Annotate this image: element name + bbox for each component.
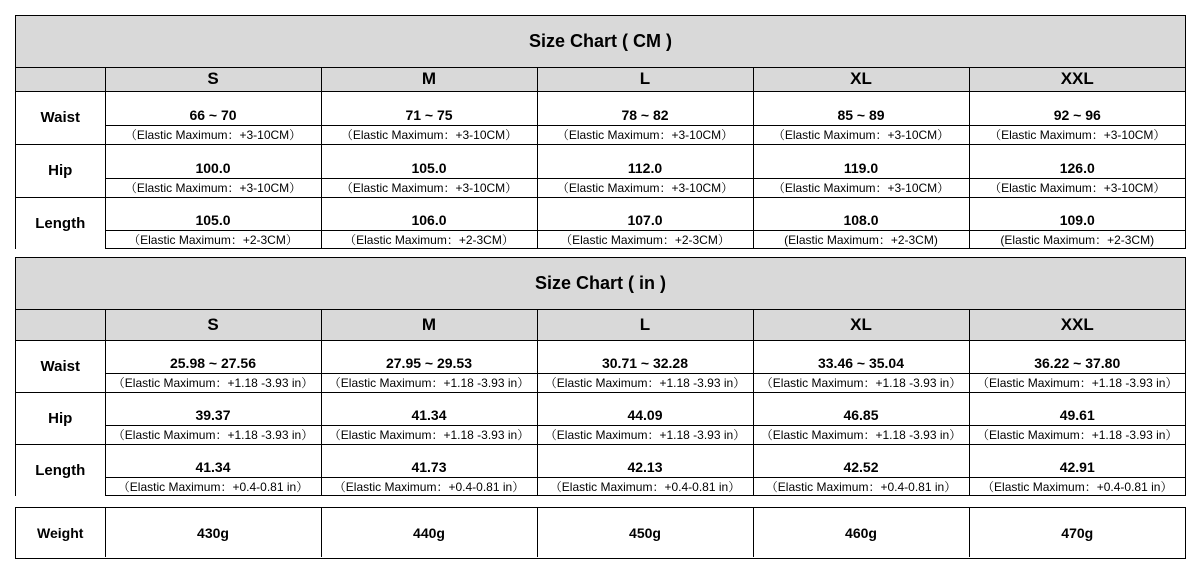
weight-chart — [15, 507, 1186, 559]
measurement-value: 41.34 — [411, 406, 447, 423]
measurement-value: 108.0 — [843, 212, 879, 228]
measurement-value: 106.0 — [411, 212, 447, 228]
measurement-value: 25.98 ~ 27.56 — [169, 354, 257, 371]
table-cell — [321, 91, 537, 144]
size-l-header: L — [537, 310, 753, 340]
measurement-value: 42.52 — [843, 459, 879, 475]
measurement-value: 39.37 — [195, 406, 231, 423]
elastic-note: （Elastic Maximum：+3-10CM） — [754, 125, 969, 144]
hip-label: Hip — [16, 144, 105, 197]
table-cell — [537, 340, 753, 392]
weight-value: 470g — [969, 508, 1185, 557]
measurement-value: 42.91 — [1059, 459, 1095, 475]
weight-label: Weight — [16, 508, 105, 557]
elastic-note: （Elastic Maximum：+1.18 -3.93 in） — [754, 425, 969, 444]
table-cell — [969, 340, 1185, 392]
elastic-note: （Elastic Maximum：+1.18 -3.93 in） — [538, 425, 753, 444]
elastic-note: （Elastic Maximum：+0.4-0.81 in） — [322, 477, 537, 496]
length-row — [16, 444, 1185, 496]
size-xl-header: XL — [753, 310, 969, 340]
table-cell — [321, 197, 537, 249]
table-cell — [321, 444, 537, 496]
size-table-cm — [16, 68, 1185, 249]
size-l-header: L — [537, 68, 753, 91]
measurement-value: 78 ~ 82 — [621, 106, 669, 123]
waist-label: Waist — [16, 340, 105, 392]
size-header-row — [16, 68, 1185, 91]
measurement-value: 92 ~ 96 — [1053, 106, 1101, 123]
table-cell — [321, 340, 537, 392]
elastic-note: （Elastic Maximum：+3-10CM） — [970, 178, 1186, 197]
table-cell — [969, 91, 1185, 144]
size-header-row — [16, 310, 1185, 340]
elastic-note: （Elastic Maximum：+3-10CM） — [970, 125, 1186, 144]
elastic-note: （Elastic Maximum：+2-3CM） — [538, 230, 753, 249]
measurement-value: 105.0 — [195, 212, 231, 228]
elastic-note: （Elastic Maximum：+3-10CM） — [322, 125, 537, 144]
table-cell — [753, 91, 969, 144]
elastic-note: （Elastic Maximum：+1.18 -3.93 in） — [322, 425, 537, 444]
elastic-note: （Elastic Maximum：+3-10CM） — [106, 125, 321, 144]
weight-value: 460g — [753, 508, 969, 557]
measurement-value: 27.95 ~ 29.53 — [385, 354, 473, 371]
table-cell — [321, 144, 537, 197]
size-table-inch — [16, 310, 1185, 496]
elastic-note: （Elastic Maximum：+1.18 -3.93 in） — [970, 425, 1186, 444]
elastic-note: （Elastic Maximum：+1.18 -3.93 in） — [754, 373, 969, 392]
measurement-value: 42.13 — [627, 459, 663, 475]
measurement-value: 105.0 — [411, 159, 447, 176]
waist-row — [16, 91, 1185, 144]
measurement-value: 109.0 — [1059, 212, 1095, 228]
size-xl-header: XL — [753, 68, 969, 91]
size-m-header: M — [321, 310, 537, 340]
table-cell — [105, 91, 321, 144]
length-label: Length — [16, 197, 105, 249]
table-cell — [537, 444, 753, 496]
table-cell — [105, 197, 321, 249]
table-cell — [753, 144, 969, 197]
table-cell — [105, 444, 321, 496]
size-chart-inch — [15, 257, 1186, 496]
elastic-note: （Elastic Maximum：+0.4-0.81 in） — [538, 477, 753, 496]
table-cell — [969, 392, 1185, 444]
table-cell — [753, 197, 969, 249]
size-s-header: S — [105, 68, 321, 91]
elastic-note: (Elastic Maximum：+2-3CM) — [970, 230, 1186, 249]
size-chart-cm — [15, 15, 1186, 249]
length-label: Length — [16, 444, 105, 496]
measurement-value: 85 ~ 89 — [837, 106, 885, 123]
measurement-value: 33.46 ~ 35.04 — [817, 354, 905, 371]
size-m-header: M — [321, 68, 537, 91]
elastic-note: （Elastic Maximum：+3-10CM） — [754, 178, 969, 197]
size-chart-inch-title: Size Chart ( in ) — [16, 258, 1185, 310]
measurement-value: 41.73 — [411, 459, 447, 475]
elastic-note: （Elastic Maximum：+3-10CM） — [538, 178, 753, 197]
measurement-value: 112.0 — [627, 159, 663, 176]
length-row — [16, 197, 1185, 249]
elastic-note: （Elastic Maximum：+2-3CM） — [322, 230, 537, 249]
weight-value: 450g — [537, 508, 753, 557]
elastic-note: （Elastic Maximum：+0.4-0.81 in） — [754, 477, 969, 496]
measurement-value: 36.22 ~ 37.80 — [1034, 354, 1121, 371]
elastic-note: （Elastic Maximum：+1.18 -3.93 in） — [970, 373, 1186, 392]
elastic-note: （Elastic Maximum：+3-10CM） — [322, 178, 537, 197]
measurement-value: 41.34 — [195, 459, 231, 475]
table-cell — [753, 340, 969, 392]
waist-row — [16, 340, 1185, 392]
header-corner — [16, 68, 105, 91]
table-cell — [969, 197, 1185, 249]
measurement-value: 46.85 — [843, 406, 879, 423]
table-cell — [105, 392, 321, 444]
elastic-note: （Elastic Maximum：+1.18 -3.93 in） — [322, 373, 537, 392]
hip-row — [16, 392, 1185, 444]
elastic-note: （Elastic Maximum：+2-3CM） — [106, 230, 321, 249]
elastic-note: （Elastic Maximum：+3-10CM） — [538, 125, 753, 144]
table-cell — [537, 392, 753, 444]
measurement-value: 49.61 — [1059, 406, 1095, 423]
hip-row — [16, 144, 1185, 197]
table-cell — [105, 144, 321, 197]
weight-value: 440g — [321, 508, 537, 557]
size-xxl-header: XXL — [969, 310, 1185, 340]
weight-table — [16, 508, 1185, 557]
elastic-note: （Elastic Maximum：+0.4-0.81 in） — [970, 477, 1186, 496]
size-s-header: S — [105, 310, 321, 340]
table-cell — [969, 144, 1185, 197]
table-cell — [537, 91, 753, 144]
measurement-value: 30.71 ~ 32.28 — [601, 354, 689, 371]
measurement-value: 71 ~ 75 — [405, 106, 453, 123]
table-cell — [537, 197, 753, 249]
weight-value: 430g — [105, 508, 321, 557]
hip-label: Hip — [16, 392, 105, 444]
measurement-value: 126.0 — [1059, 159, 1095, 176]
measurement-value: 100.0 — [195, 159, 231, 176]
table-cell — [321, 392, 537, 444]
elastic-note: （Elastic Maximum：+1.18 -3.93 in） — [106, 425, 321, 444]
measurement-value: 44.09 — [627, 406, 663, 423]
measurement-value: 107.0 — [627, 212, 663, 228]
table-cell — [969, 444, 1185, 496]
header-corner — [16, 310, 105, 340]
measurement-value: 66 ~ 70 — [189, 106, 237, 123]
size-chart-cm-title: Size Chart ( CM ) — [16, 16, 1185, 68]
elastic-note: (Elastic Maximum：+2-3CM) — [754, 230, 969, 249]
table-cell — [105, 340, 321, 392]
waist-label: Waist — [16, 91, 105, 144]
elastic-note: （Elastic Maximum：+1.18 -3.93 in） — [538, 373, 753, 392]
elastic-note: （Elastic Maximum：+1.18 -3.93 in） — [106, 373, 321, 392]
elastic-note: （Elastic Maximum：+3-10CM） — [106, 178, 321, 197]
weight-row — [16, 508, 1185, 557]
measurement-value: 119.0 — [843, 159, 879, 176]
table-cell — [753, 444, 969, 496]
elastic-note: （Elastic Maximum：+0.4-0.81 in） — [106, 477, 321, 496]
size-xxl-header: XXL — [969, 68, 1185, 91]
table-cell — [537, 144, 753, 197]
table-cell — [753, 392, 969, 444]
